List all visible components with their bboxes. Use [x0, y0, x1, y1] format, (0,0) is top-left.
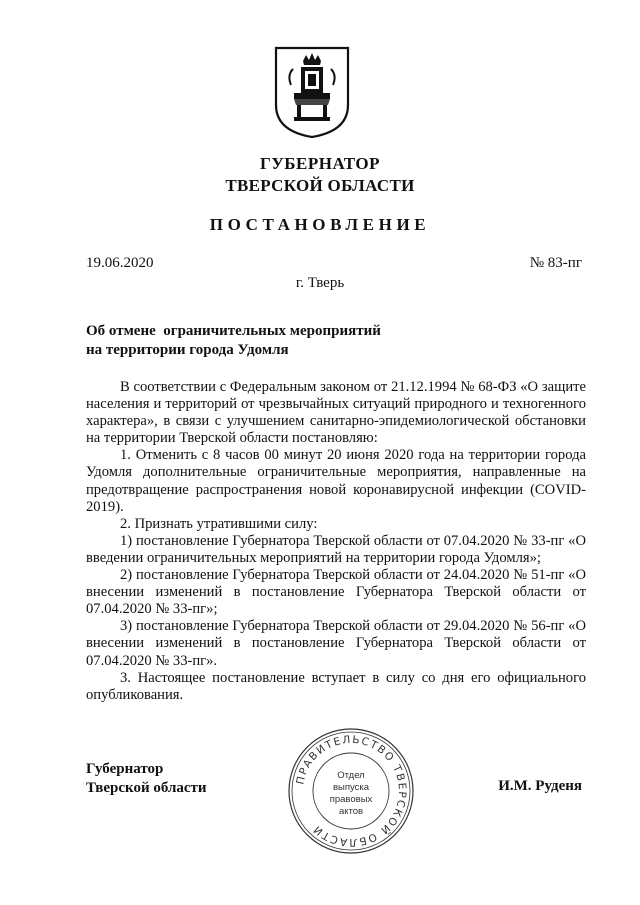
- item-2-intro-paragraph: 2. Признать утратившими силу:: [120, 515, 318, 532]
- stamp-center-line-2: выпуска: [332, 782, 370, 793]
- signatory-position-line1: Губернатор: [86, 761, 164, 777]
- stamp-center-line-1: Отдел: [337, 770, 365, 781]
- document-number: № 83-пг: [529, 255, 582, 271]
- preamble-paragraph: В соответствии с Федеральным законом от 21.12.1994 № 68-ФЗ «О защите населения и территорий от чрезвычайных ситуаций природного и техногенного характера», в связи с улучшением санитарно-эпидемиологической обстановки на территории Тверской области постановляю:: [86, 379, 586, 447]
- authority-title-line1: ГУБЕРНАТОР: [260, 154, 380, 173]
- document-type: ПОСТАНОВЛЕНИЕ: [209, 215, 431, 234]
- subject-line-1: Об отмене ограничительных мероприятий: [86, 323, 381, 339]
- item-1-paragraph: 1. Отменить с 8 часов 00 минут 20 июня 2020 года на территории города Удомля дополнительные ограничительные мероприятия, направленные на предотвращение распространения новой коронавирусной инфекции (COVID-2019).: [86, 447, 586, 515]
- authority-title-line2: ТВЕРСКОЙ ОБЛАСТИ: [225, 176, 415, 195]
- item-2-1-paragraph: 1) постановление Губернатора Тверской области от 07.04.2020 № 33-пг «О введении ограничительных мероприятий на территории города Удомля»;: [86, 532, 586, 566]
- stamp-ring-text: ПРАВИТЕЛЬСТВО ТВЕРСКОЙ ОБЛАСТИ: [294, 733, 409, 849]
- document-place: г. Тверь: [295, 275, 345, 291]
- signatory-position: [86, 760, 207, 798]
- subject-line-2: на территории города Удомля: [86, 342, 289, 358]
- signatory-name: И.М. Руденя: [498, 778, 582, 794]
- stamp-seal-icon: [286, 726, 416, 856]
- document-date: 19.06.2020: [86, 255, 154, 271]
- stamp-center-line-3: правовых: [329, 794, 373, 805]
- signatory-position-line2: Тверской области: [86, 780, 207, 796]
- document-subject: [86, 322, 446, 360]
- coat-of-arms-emblem: [273, 45, 351, 140]
- coat-of-arms-icon: [273, 45, 351, 140]
- stamp-center-line-4: актов: [338, 806, 364, 817]
- item-2-3-paragraph: 3) постановление Губернатора Тверской области от 29.04.2020 № 56-пг «О внесении изменений в постановление Губернатора Тверской области от 07.04.2020 № 33-пг».: [86, 618, 586, 669]
- official-stamp: [286, 726, 416, 856]
- item-2-2-paragraph: 2) постановление Губернатора Тверской области от 24.04.2020 № 51-пг «О внесении изменений в постановление Губернатора Тверской области от 07.04.2020 № 33-пг»;: [86, 567, 586, 618]
- document-body: [86, 379, 586, 704]
- item-3-paragraph: 3. Настоящее постановление вступает в силу со дня его официального опубликования.: [86, 669, 586, 703]
